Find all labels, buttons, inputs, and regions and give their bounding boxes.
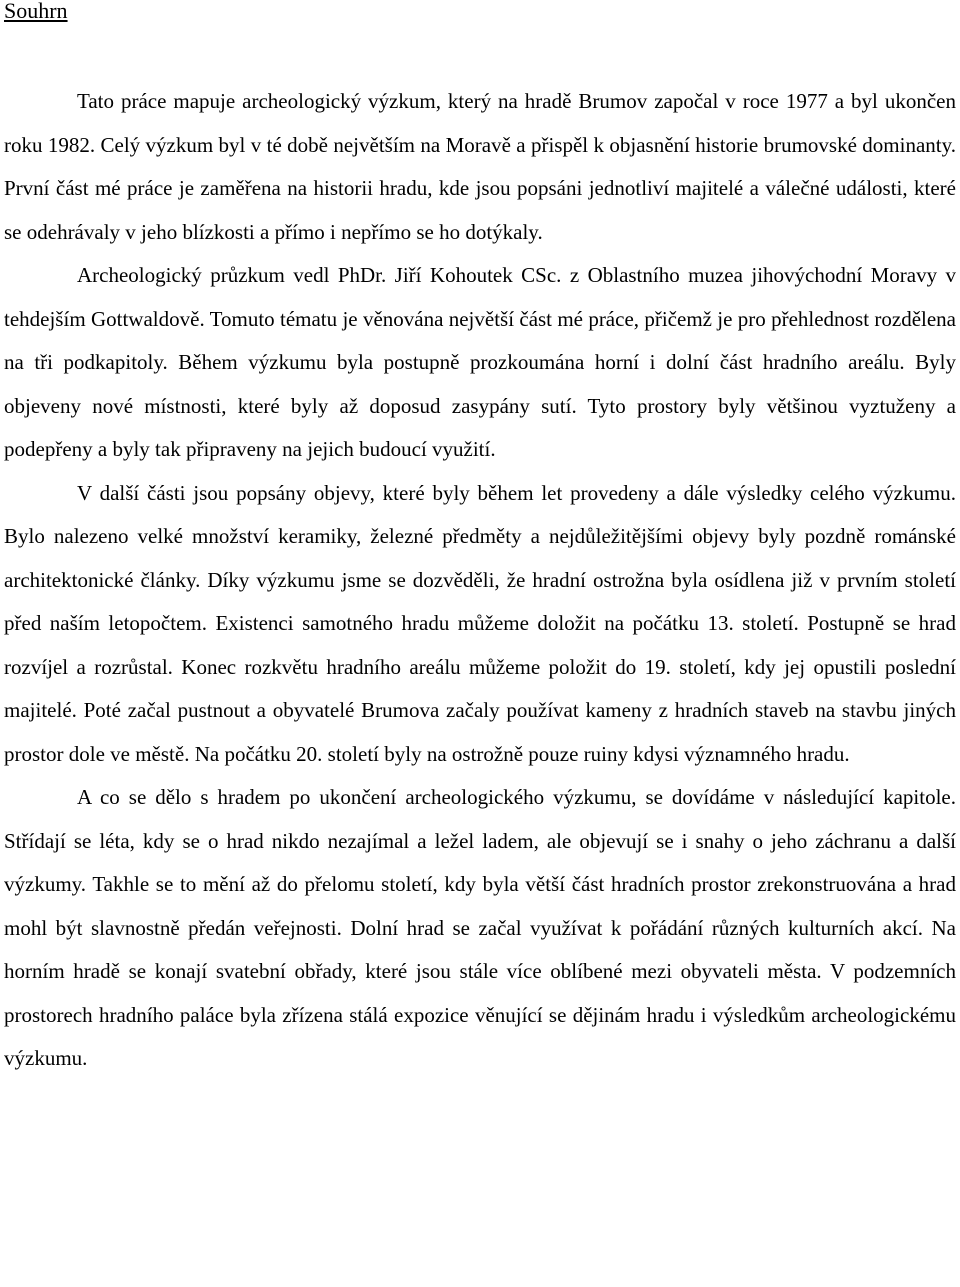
section-heading: Souhrn — [4, 0, 68, 23]
summary-body — [4, 80, 956, 1081]
paragraph-1: Tato práce mapuje archeologický výzkum, který na hradě Brumov započal v roce 1977 a byl ukončen roku 1982. Celý výzkum byl v té době největším na Moravě a přispěl k objasnění historie brumovské dominanty. První část mé práce je zaměřena na historii hradu, kde jsou popsáni jednotliví majitelé a válečné události, které se odehrávaly v jeho blízkosti a přímo i nepřímo se ho dotýkaly. — [4, 89, 956, 244]
paragraph-3: V další části jsou popsány objevy, které byly během let provedeny a dále výsledky celého výzkumu. Bylo nalezeno velké množství keramiky, železné předměty a nejdůležitějšími objevy byly pozdně románské architektonické články. Díky výzkumu jsme se dozvěděli, že hradní ostrožna byla osídlena již v prvním století před naším letopočtem. Existenci samotného hradu můžeme doložit na počátku 13. století. Postupně se hrad rozvíjel a rozrůstal. Konec rozkvětu hradního areálu můžeme položit do 19. století, kdy jej opustili poslední majitelé. Poté začal pustnout a obyvatelé Brumova začaly používat kameny z hradních staveb na stavbu jiných prostor dole ve městě. Na počátku 20. století byly na ostrožně pouze ruiny kdysi významného hradu. — [4, 480, 956, 766]
paragraph-4: A co se dělo s hradem po ukončení archeologického výzkumu, se dovídáme v následující kapitole. Střídají se léta, kdy se o hrad nikdo nezajímal a ležel ladem, ale objevují se i snahy o jeho záchranu a další výzkumy. Takhle se to mění až do přelomu století, kdy byla větší část hradních prostor zrekonstruována a hrad mohl být slavnostně předán veřejnosti. Dolní hrad se začal využívat k pořádání různých kulturních akcí. Na horním hradě se konají svatební obřady, které jsou stále více oblíbené mezi obyvateli města. V podzemních prostorech hradního paláce byla zřízena stálá expozice věnující se dějinám hradu i výsledkům archeologickému výzkumu. — [4, 785, 956, 1070]
paragraph-2: Archeologický průzkum vedl PhDr. Jiří Kohoutek CSc. z Oblastního muzea jihovýchodní Moravy v tehdejším Gottwaldově. Tomuto tématu je věnována největší část mé práce, přičemž je pro přehlednost rozdělena na tři podkapitoly. Během výzkumu byla postupně prozkoumána horní i dolní část hradního areálu. Byly objeveny nové místnosti, které byly až doposud zasypány sutí. Tyto prostory byly většinou vyztuženy a podepřeny a byly tak připraveny na jejich budoucí využití. — [4, 263, 956, 461]
